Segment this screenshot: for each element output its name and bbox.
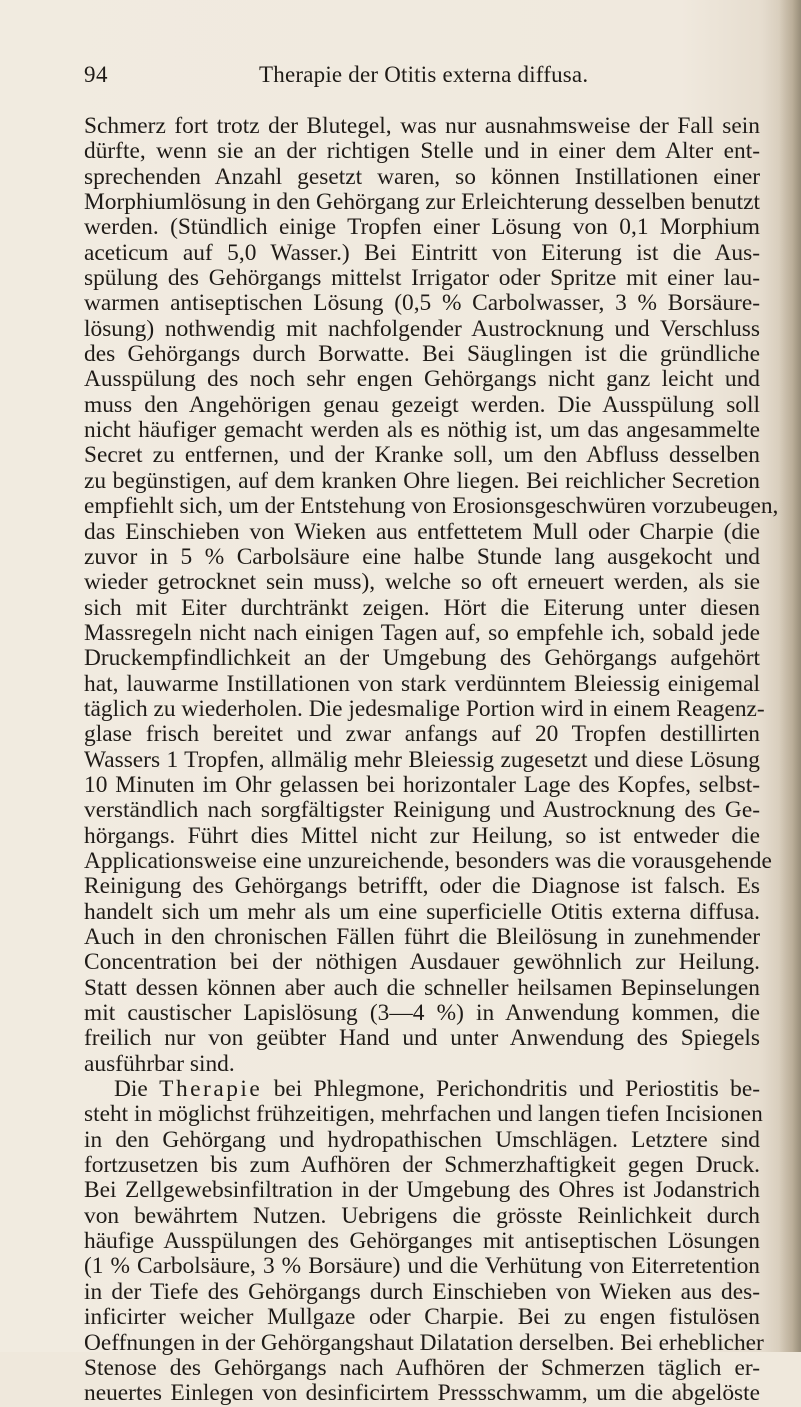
text-line: glase frisch bereitet und zwar anfangs auf 20 Tropfen destillirten — [84, 721, 760, 748]
text-line: sprechenden Anzahl gesetzt waren, so können Instillationen einer — [84, 163, 760, 190]
text-line: verständlich nach sorgfältigster Reinigung und Austrocknung des Ge- — [84, 797, 760, 824]
text-line: (1 % Carbolsäure, 3 % Borsäure) und die Verhütung von Eiterretention — [84, 1253, 760, 1280]
text-line: in der Tiefe des Gehörgangs durch Einschieben von Wieken aus des- — [84, 1278, 760, 1305]
text-line: des Gehörgangs durch Borwatte. Bei Säuglingen ist die gründliche — [84, 341, 760, 368]
text-line: Ausspülung des noch sehr engen Gehörgangs nicht ganz leicht und — [84, 366, 760, 393]
text-line: ausführbar sind. — [84, 1050, 235, 1077]
text-line: lösung) nothwendig mit nachfolgender Austrocknung und Verschluss — [84, 315, 760, 342]
text-line: Secret zu entfernen, und der Kranke soll, um den Abfluss desselben — [84, 442, 760, 469]
text-line: aceticum auf 5,0 Wasser.) Bei Eintritt von Eiterung ist die Aus- — [84, 239, 760, 266]
text-line: Auch in den chronischen Fällen führt die Bleilösung in zunehmender — [84, 924, 760, 950]
text-line: spülung des Gehörgangs mittelst Irrigator oder Spritze mit einer lau- — [84, 265, 760, 292]
text-line: 10 Minuten im Ohr gelassen bei horizontaler Lage des Kopfes, selbst- — [84, 771, 760, 798]
text-line: Schmerz fort trotz der Blutegel, was nur ausnahmsweise der Fall sein — [84, 113, 760, 139]
text-line: in den Gehörgang und hydropathischen Umschlägen. Letztere sind — [84, 1126, 760, 1153]
text-line: Bei Zellgewebsinfiltration in der Umgebung des Ohres ist Jodanstrich — [84, 1177, 760, 1204]
text-line: fortzusetzen bis zum Aufhören der Schmerzhaftigkeit gegen Druck. — [84, 1152, 760, 1179]
text-line: freilich nur von geübter Hand und unter Anwendung des Spiegels — [84, 1025, 760, 1052]
text-line: zuvor in 5 % Carbolsäure eine halbe Stunde lang ausgekocht und — [84, 543, 760, 570]
text-line: hat, lauwarme Instillationen von stark verdünntem Bleiessig einigemal — [84, 670, 760, 697]
text-line: von bewährtem Nutzen. Uebrigens die grösste Reinlichkeit durch — [84, 1202, 760, 1229]
page-header — [84, 62, 744, 92]
text-line: das Einschieben von Wieken aus entfettetem Mull oder Charpie (die — [84, 518, 760, 545]
text-line: Reinigung des Gehörgangs betrifft, oder die Diagnose ist falsch. Es — [84, 873, 760, 900]
text-line: Statt dessen können aber auch die schneller heilsamen Bepinselungen — [84, 974, 760, 1001]
page-edge-shadow — [779, 0, 801, 1352]
lead-in-word: Die — [114, 1076, 148, 1103]
text-line: Stenose des Gehörgangs nach Aufhören der Schmerzen täglich er- — [84, 1354, 760, 1381]
paragraph-first-line — [84, 1077, 760, 1102]
text-line: Oeffnungen in der Gehörgangshaut Dilatation derselben. Bei erheblicher — [84, 1329, 764, 1356]
text-line: inficirter weicher Mullgaze oder Charpie. Bei zu engen fistulösen — [84, 1304, 760, 1331]
text-line: dürfte, wenn sie an der richtigen Stelle und in einer dem Alter ent- — [84, 138, 760, 165]
text-line: häufige Ausspülungen des Gehörganges mit antiseptischen Lösungen — [84, 1228, 760, 1255]
text-line: Morphiumlösung in den Gehörgang zur Erleichterung desselben benutzt — [84, 189, 760, 216]
text-line: Wassers 1 Tropfen, allmälig mehr Bleiessig zugesetzt und diese Lösung — [84, 746, 760, 773]
text-line: Massregeln nicht nach einigen Tagen auf, so empfehle ich, sobald jede — [84, 619, 760, 646]
text-line: werden. (Stündlich einige Tropfen einer Lösung von 0,1 Morphium — [84, 214, 760, 241]
text-line: warmen antiseptischen Lösung (0,5 % Carbolwasser, 3 % Borsäure- — [84, 290, 760, 317]
text-line: Applicationsweise eine unzureichende, besonders was die vorausgehende — [84, 847, 772, 874]
running-title: Therapie der Otitis externa diffusa. — [259, 62, 589, 87]
text-line: handelt sich um mehr als um eine superficielle Otitis externa diffusa. — [84, 898, 760, 925]
text-line: mit caustischer Lapislösung (3—4 %) in Anwendung kommen, die — [84, 1000, 760, 1027]
text-line: steht in möglichst frühzeitigen, mehrfachen und langen tiefen Incisionen — [84, 1101, 763, 1128]
text-line: täglich zu wiederholen. Die jedesmalige Portion wird in einem Reagenz- — [84, 695, 765, 722]
text-line: sich mit Eiter durchtränkt zeigen. Hört die Eiterung unter diesen — [84, 594, 760, 621]
text-line: Concentration bei der nöthigen Ausdauer gewöhnlich zur Heilung. — [84, 949, 760, 976]
page-number: 94 — [84, 62, 108, 87]
first-line-rest: bei Phlegmone, Perichondritis und Periostitis be- — [273, 1076, 760, 1103]
text-line: neuertes Einlegen von desinficirtem Pressschwamm, um die abgelöste — [84, 1380, 760, 1407]
text-line: muss den Angehörigen genau gezeigt werden. Die Ausspülung soll — [84, 391, 760, 418]
body-text — [84, 113, 779, 1407]
emphasized-term: Therapie — [159, 1076, 263, 1103]
text-line: nicht häufiger gemacht werden als es nöthig ist, um das angesammelte — [84, 417, 760, 444]
text-line: empfiehlt sich, um der Entstehung von Erosionsgeschwüren vorzubeugen, — [84, 493, 779, 520]
text-line: zu begünstigen, auf dem kranken Ohre liegen. Bei reichlicher Secretion — [84, 467, 760, 494]
text-line: wieder getrocknet sein muss), welche so oft erneuert werden, als sie — [84, 569, 760, 596]
text-line: hörgangs. Führt dies Mittel nicht zur Heilung, so ist entweder die — [84, 822, 760, 849]
text-line: Druckempfindlichkeit an der Umgebung des Gehörgangs aufgehört — [84, 645, 760, 672]
